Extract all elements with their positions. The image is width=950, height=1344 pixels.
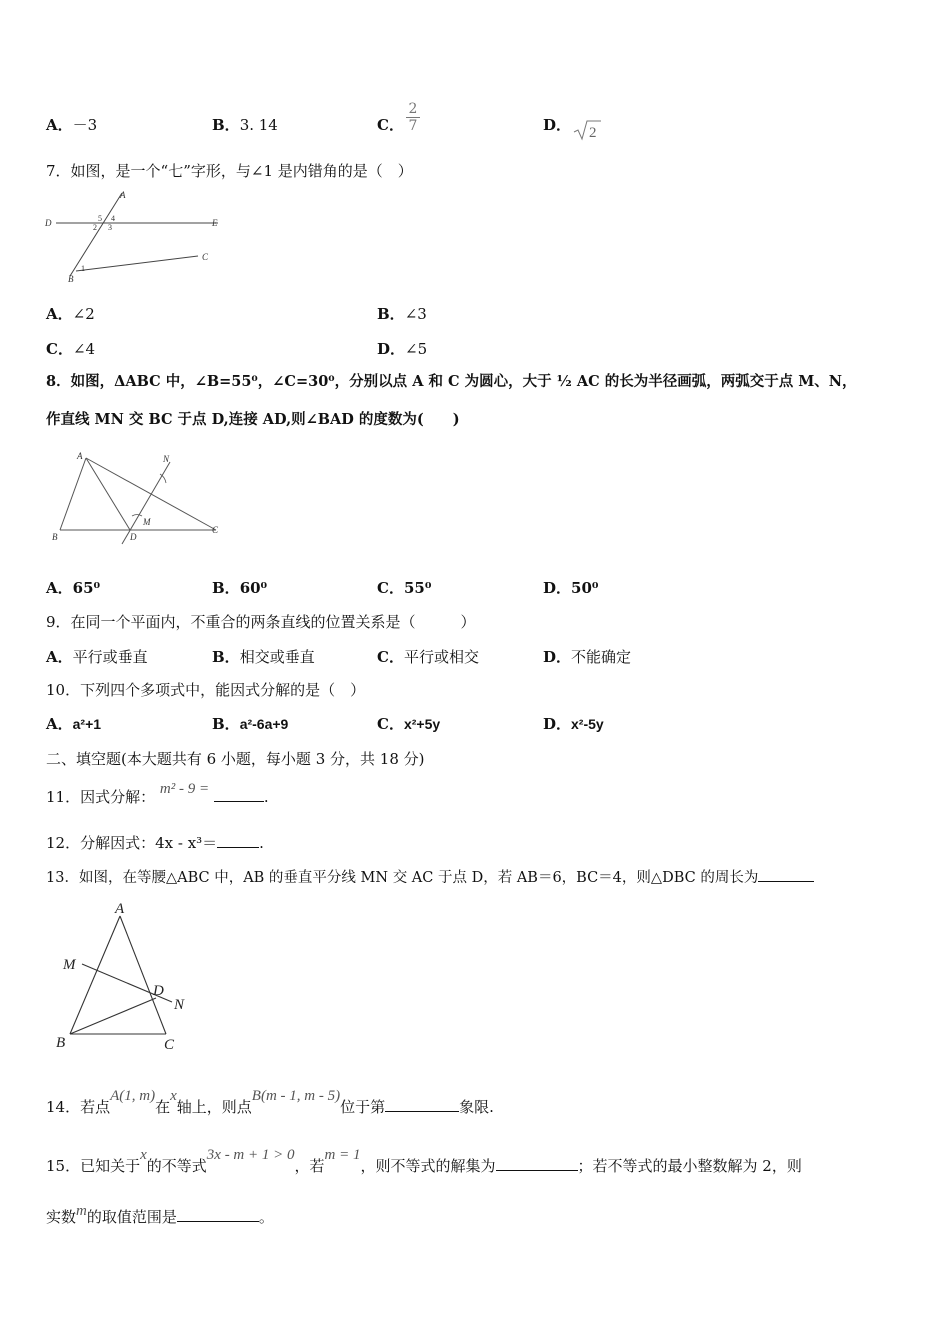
- angle-label-5: 5: [98, 214, 102, 223]
- q11-expression: m² - 9 =: [159, 781, 210, 797]
- label-m: M: [63, 957, 76, 973]
- label-c: C: [202, 252, 209, 262]
- option-letter: B．: [212, 715, 240, 733]
- option-letter: B．: [212, 579, 240, 597]
- label-a: A: [77, 451, 83, 461]
- q13-stem: 13．如图，在等腰△ABC 中，AB 的垂直平分线 MN 交 AC 于点 D，若 AB＝6，BC＝4，则△DBC 的周长为: [46, 870, 759, 886]
- q9-option-d: [543, 647, 631, 667]
- q6-option-b: [212, 115, 278, 135]
- option-text: x²-5y: [571, 716, 604, 732]
- q12-prefix: 12．分解因式：4x - x³＝: [46, 834, 218, 852]
- q15-text-6: 实数: [46, 1208, 77, 1226]
- line-bc: [76, 256, 198, 271]
- q14-axis-x: x: [170, 1088, 177, 1104]
- option-text: 50⁰: [571, 579, 599, 597]
- q7-option-c: [46, 339, 95, 359]
- q7-option-d: [377, 339, 427, 359]
- q14: [46, 1088, 494, 1118]
- q14-text-5: 象限.: [459, 1098, 494, 1116]
- q9-option-c: [377, 647, 479, 667]
- q10-option-a: [46, 714, 101, 734]
- option-letter: A．: [46, 715, 73, 733]
- label-b: B: [56, 1035, 66, 1051]
- q7-figure: [40, 190, 230, 285]
- q8-figure: [48, 448, 228, 548]
- option-letter: D．: [543, 579, 572, 597]
- q14-text-1: 14．若点: [46, 1098, 111, 1116]
- answer-blank[interactable]: [385, 1097, 459, 1112]
- q15-text-7: 的取值范围是: [86, 1208, 177, 1226]
- option-text: 60⁰: [239, 579, 268, 597]
- q12: [46, 833, 264, 853]
- q10-option-d: [543, 714, 604, 734]
- option-letter: C．: [46, 340, 73, 358]
- option-text: ∠5: [405, 340, 428, 358]
- q7-option-b: [377, 304, 427, 324]
- q6-option-a: [46, 115, 97, 135]
- q11: [46, 781, 269, 808]
- q8-stem-line2: 作直线 MN 交 BC 于点 D,连接 AD,则∠BAD 的度数为( ): [46, 411, 460, 428]
- option-text: x²+5y: [403, 716, 441, 732]
- q15-m-equals-1: m = 1: [324, 1147, 361, 1163]
- option-letter: B．: [212, 648, 240, 666]
- label-c: C: [164, 1037, 175, 1053]
- option-letter: A．: [46, 116, 73, 134]
- q8-option-a: [46, 578, 100, 598]
- angle-label-4: 4: [111, 214, 115, 223]
- q14-point-a: A(1, m): [110, 1088, 156, 1104]
- q13-figure: [50, 896, 200, 1056]
- q14-text-4: 位于第: [340, 1098, 386, 1116]
- option-text: 不能确定: [571, 648, 632, 666]
- angle-label-3: 3: [108, 223, 112, 232]
- option-text: ∠4: [72, 340, 96, 358]
- option-letter: C．: [377, 715, 404, 733]
- q15-text-3: ，若: [294, 1157, 325, 1175]
- option-letter: B．: [212, 116, 240, 134]
- label-d: D: [130, 532, 137, 542]
- option-text: a²-6a+9: [239, 716, 289, 732]
- option-text: 平行或相交: [403, 648, 479, 666]
- answer-blank[interactable]: [217, 833, 259, 848]
- q10-stem: 10．下列四个多项式中，能因式分解的是（ ）: [46, 681, 366, 699]
- option-text: ∠2: [72, 305, 95, 323]
- q11-suffix: .: [263, 788, 269, 806]
- q13: [46, 867, 814, 888]
- side-ab: [60, 458, 86, 530]
- side-ac: [120, 916, 166, 1034]
- option-text: 65⁰: [72, 579, 101, 597]
- option-text: 平行或垂直: [72, 648, 148, 666]
- q15-text-2: 的不等式: [146, 1157, 207, 1175]
- q8-stem-line1: 8．如图，ΔABC 中，∠B=55⁰，∠C=30⁰，分别以点 A 和 C 为圆心，大于 ½ AC 的长为半径画弧，两弧交于点 M、N，: [46, 373, 857, 390]
- arc-m-icon: [132, 515, 142, 517]
- fraction-denominator: 7: [406, 117, 420, 134]
- q8-option-b: [212, 578, 267, 598]
- label-n: N: [163, 454, 170, 464]
- sqrt-symbol-icon: [572, 118, 602, 142]
- option-letter: C．: [377, 116, 404, 134]
- option-letter: C．: [377, 579, 404, 597]
- q14-point-b: B(m - 1, m - 5): [251, 1088, 341, 1104]
- section-heading: 二、填空题(本大题共有 6 小题，每小题 3 分，共 18 分): [46, 750, 425, 768]
- q10-option-c: [377, 714, 440, 734]
- option-letter: B．: [377, 305, 405, 323]
- option-letter: D．: [377, 340, 406, 358]
- label-m: M: [143, 517, 151, 527]
- q15-inequality: 3x - m + 1 > 0: [206, 1147, 295, 1163]
- label-d: D: [153, 983, 164, 999]
- q10-option-b: [212, 714, 288, 734]
- label-a: A: [120, 190, 126, 200]
- line-ab: [70, 193, 122, 276]
- q15-line2: [46, 1203, 274, 1228]
- angle-label-2: 2: [93, 223, 97, 232]
- q8-option-c: [377, 578, 431, 598]
- q6-option-d: [543, 115, 571, 135]
- label-c: C: [212, 525, 219, 535]
- q9-option-b: [212, 647, 315, 667]
- option-letter: C．: [377, 648, 404, 666]
- q15-text-4: ，则不等式的解集为: [360, 1157, 496, 1175]
- option-text: －3: [72, 116, 98, 134]
- answer-blank[interactable]: [177, 1207, 259, 1222]
- answer-blank[interactable]: [758, 867, 814, 882]
- q15-text-5: ；若不等式的最小整数解为 2，则: [577, 1157, 802, 1175]
- option-letter: A．: [46, 579, 73, 597]
- q15-var-m: m: [76, 1203, 87, 1219]
- label-a: A: [115, 901, 125, 917]
- label-d: D: [45, 218, 52, 228]
- option-letter: D．: [543, 116, 572, 134]
- q15-text-8: 。: [258, 1208, 274, 1226]
- label-e: E: [212, 218, 218, 228]
- fraction-2-7: [406, 101, 420, 134]
- label-b: B: [68, 274, 74, 284]
- option-letter: A．: [46, 648, 73, 666]
- sqrt-radicand: 2: [589, 125, 597, 141]
- q11-prefix: 11．因式分解：: [46, 788, 156, 806]
- q15-var-x: x: [140, 1147, 147, 1163]
- answer-blank[interactable]: [214, 787, 264, 802]
- fraction-numerator: 2: [408, 101, 418, 117]
- option-letter: D．: [543, 715, 572, 733]
- answer-blank[interactable]: [496, 1156, 578, 1171]
- angle-label-1: 1: [81, 264, 85, 273]
- option-text: a²+1: [72, 716, 102, 732]
- segment-ad: [86, 458, 130, 530]
- q15-line1: [46, 1147, 802, 1177]
- option-text: 3. 14: [239, 116, 278, 134]
- option-text: ∠3: [404, 305, 427, 323]
- q7-stem: 7．如图，是一个“七”字形，与∠1 是内错角的是（ ）: [46, 162, 413, 180]
- q8-option-d: [543, 578, 598, 598]
- q9-option-a: [46, 647, 148, 667]
- q12-suffix: .: [259, 834, 264, 852]
- label-n: N: [174, 997, 185, 1013]
- label-b: B: [52, 532, 58, 542]
- option-letter: A．: [46, 305, 73, 323]
- q14-text-3: 轴上，则点: [176, 1098, 252, 1116]
- q6-option-c: [377, 115, 404, 135]
- q14-text-2: 在: [155, 1098, 171, 1116]
- q7-option-a: [46, 304, 95, 324]
- q9-stem: 9．在同一个平面内，不重合的两条直线的位置关系是（ ）: [46, 613, 476, 631]
- option-text: 相交或垂直: [239, 648, 315, 666]
- q15-text-1: 15．已知关于: [46, 1157, 141, 1175]
- option-letter: D．: [543, 648, 572, 666]
- option-text: 55⁰: [403, 579, 432, 597]
